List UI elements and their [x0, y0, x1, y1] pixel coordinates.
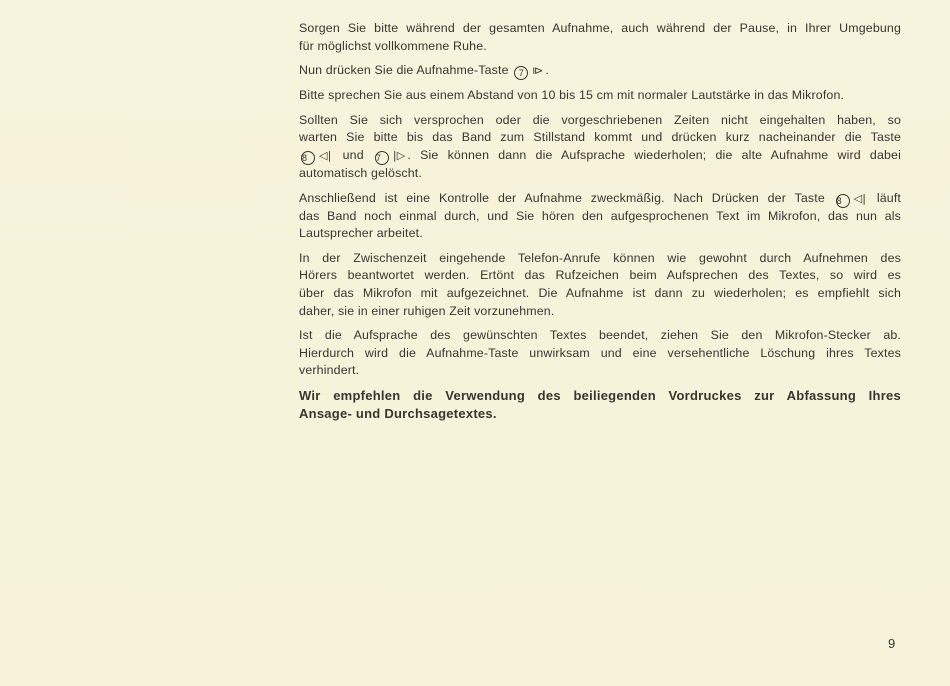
text-line-with-key — [299, 190, 901, 208]
paragraph-press-record — [299, 62, 901, 80]
text-line: verhindert. — [299, 363, 360, 378]
text-line: Ansage- und Durchsagetextes. — [299, 405, 497, 421]
text-segment: Anschließend ist eine Kontrolle der Aufnahme zweckmäßig. Nach Drücken der Taste — [299, 190, 825, 205]
text-line: über das Mikrofon mit aufgezeichnet. Die Aufnahme ist dann zu wiederholen; es empfiehlt sich — [299, 285, 901, 300]
key-8-number: 8 — [836, 194, 850, 208]
text-line: Ist die Aufsprache des gewünschten Textes beendet, ziehen Sie den Mikrofon-Stecker ab. — [299, 328, 901, 343]
text-line: Bitte sprechen Sie aus einem Abstand von 10 bis 15 cm mit normaler Lautstärke in das Mikrofon. — [299, 88, 845, 103]
and-word: und — [342, 147, 364, 162]
key-7-number: 7 — [375, 151, 389, 165]
paragraph-mistake-correction — [299, 112, 901, 183]
instruction-text-block — [299, 20, 901, 430]
text-line: für möglichst vollkommene Ruhe. — [299, 38, 487, 53]
paragraph-playback-check — [299, 190, 901, 243]
record-key-icon: |▷ — [392, 148, 406, 162]
text-line-with-keys — [299, 147, 901, 165]
record-key-icon: ⧐ — [532, 64, 544, 78]
text-line: Nun drücken Sie die Aufnahme-Taste — [299, 63, 509, 78]
text-line: . — [545, 63, 550, 78]
paragraph-phone-calls — [299, 250, 901, 320]
rewind-key-icon: ◁| — [319, 148, 332, 162]
text-line: daher, sie in einer ruhigen Zeit vorzunehmen. — [299, 303, 555, 318]
text-line: In der Zwischenzeit eingehende Telefon-Anrufe können wie gewohnt durch Aufnehmen des — [299, 250, 901, 265]
text-line: Wir empfehlen die Verwendung des beiliegenden Vordruckes zur Abfassung Ihres — [299, 387, 901, 403]
text-line: warten Sie bitte bis das Band zum Stillstand kommt und drücken kurz nacheinander die Taste — [299, 130, 901, 145]
key-8-number: 8 — [301, 151, 315, 165]
text-line: Hörers beantwortet werden. Ertönt das Rufzeichen beim Aufsprechen des Textes, so wird es — [299, 268, 901, 283]
text-line: Sollten Sie sich versprochen oder die vorgeschriebenen Zeiten nicht eingehalten haben, so — [299, 112, 901, 127]
key-7-number: 7 — [514, 66, 528, 80]
paragraph-remove-plug — [299, 327, 901, 380]
text-segment: läuft — [876, 190, 902, 205]
text-line: Sorgen Sie bitte während der gesamten Aufnahme, auch während der Pause, in Ihrer Umgebung — [299, 21, 901, 35]
text-line: das Band noch einmal durch, und Sie hören den aufgesprochenen Text im Mikrofon, das nun als — [299, 208, 901, 223]
paragraph-quiet-environment — [299, 20, 901, 55]
text-line: automatisch gelöscht. — [299, 165, 422, 180]
page-number: 9 — [888, 636, 896, 651]
paragraph-recommendation — [299, 387, 901, 423]
paragraph-speaking-distance — [299, 87, 901, 105]
text-line: Lautsprecher arbeitet. — [299, 226, 423, 241]
text-segment: . Sie können dann die Aufsprache wiederholen; die alte Aufnahme wird dabei — [407, 147, 902, 162]
text-line: Hierdurch wird die Aufnahme-Taste unwirksam und eine versehentliche Löschung ihres Textes — [299, 345, 901, 360]
rewind-key-icon: ◁| — [853, 191, 867, 205]
